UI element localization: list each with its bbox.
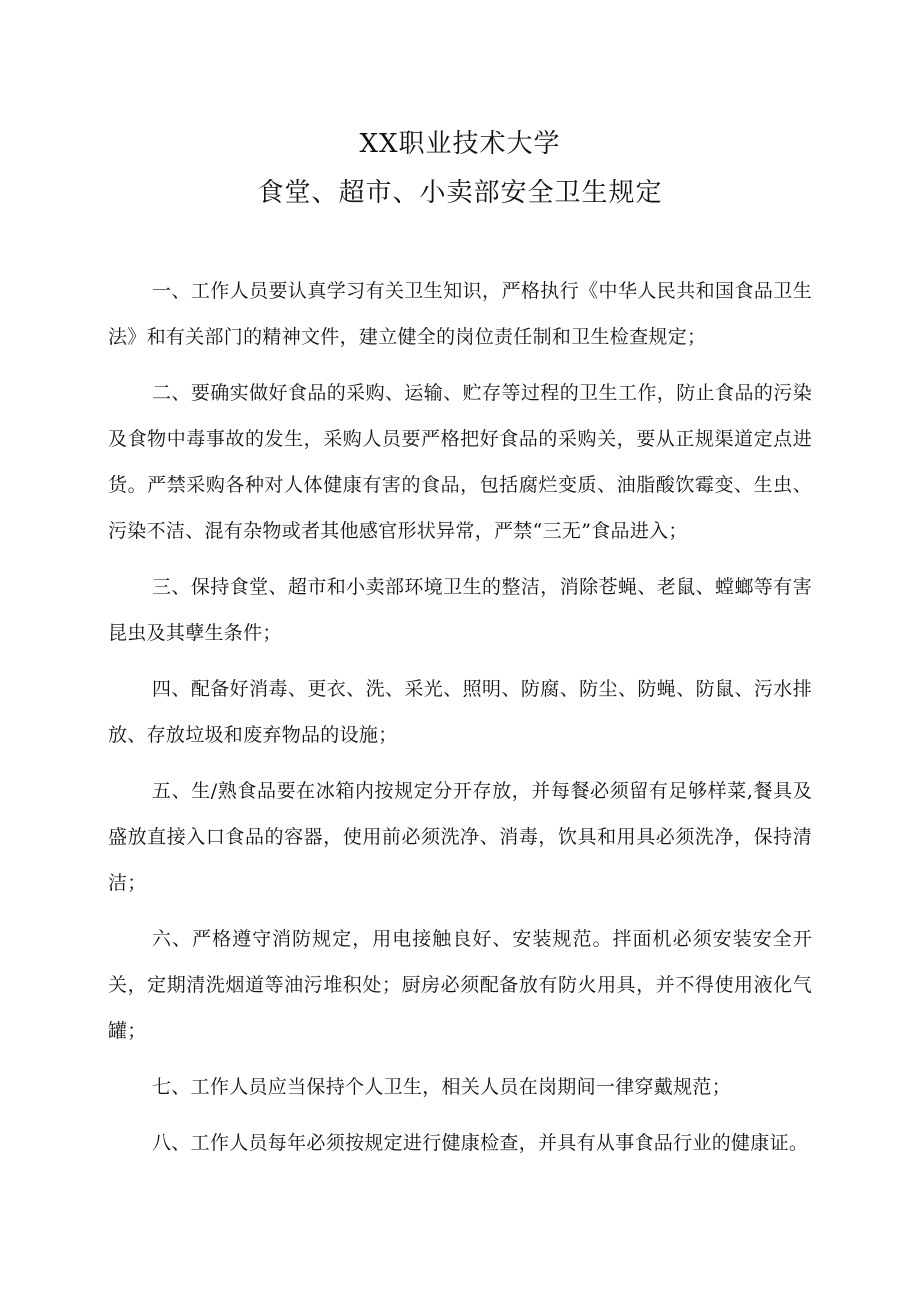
document-title-regulation: 食堂、超市、小卖部安全卫生规定 (257, 178, 663, 208)
paragraph-5: 五、生/熟食品要在冰箱内按规定分开存放，并每餐必须留有足够样菜,餐具及盛放直接入口食品的容器，使用前必须洗净、消毒，饮具和用具必须洗净，保持清洁； (108, 780, 812, 894)
paragraph-6: 六、严格遵守消防规定，用电接触良好、安装规范。拌面机必须安装安全开关，定期清洗烟道等油污堆积处；厨房必须配备放有防火用具，并不得使用液化气罐； (108, 928, 812, 1042)
paragraph-1: 一、工作人员要认真学习有关卫生知识，严格执行《中华人民共和国食品卫生法》和有关部门的精神文件，建立健全的岗位责任制和卫生检查规定； (108, 280, 812, 348)
document-body (108, 268, 812, 1176)
document-title-institution: XX职业技术大学 (359, 129, 561, 159)
paragraph-8: 八、工作人员每年必须按规定进行健康检查，并具有从事食品行业的健康证。 (152, 1132, 809, 1154)
paragraph-7: 七、工作人员应当保持个人卫生，相关人员在岗期间一律穿戴规范； (152, 1076, 732, 1098)
paragraph-2: 二、要确实做好食品的采购、运输、贮存等过程的卫生工作，防止食品的污染及食物中毒事故的发生，采购人员要严格把好食品的采购关，要从正规渠道定点进货。严禁采购各种对人体健康有害的食品，包括腐烂变质、油脂酸饮霉变、生虫、污染不洁、混有杂物或者其他感官形状异常，严禁“三无”食品进入； (108, 382, 812, 542)
paragraph-3: 三、保持食堂、超市和小卖部环境卫生的整洁，消除苍蝇、老鼠、螳螂等有害昆虫及其孽生条件； (108, 576, 812, 644)
paragraph-4: 四、配备好消毒、更衣、洗、采光、照明、防腐、防尘、防蝇、防鼠、污水排放、存放垃圾和废弃物品的设施； (108, 678, 812, 746)
